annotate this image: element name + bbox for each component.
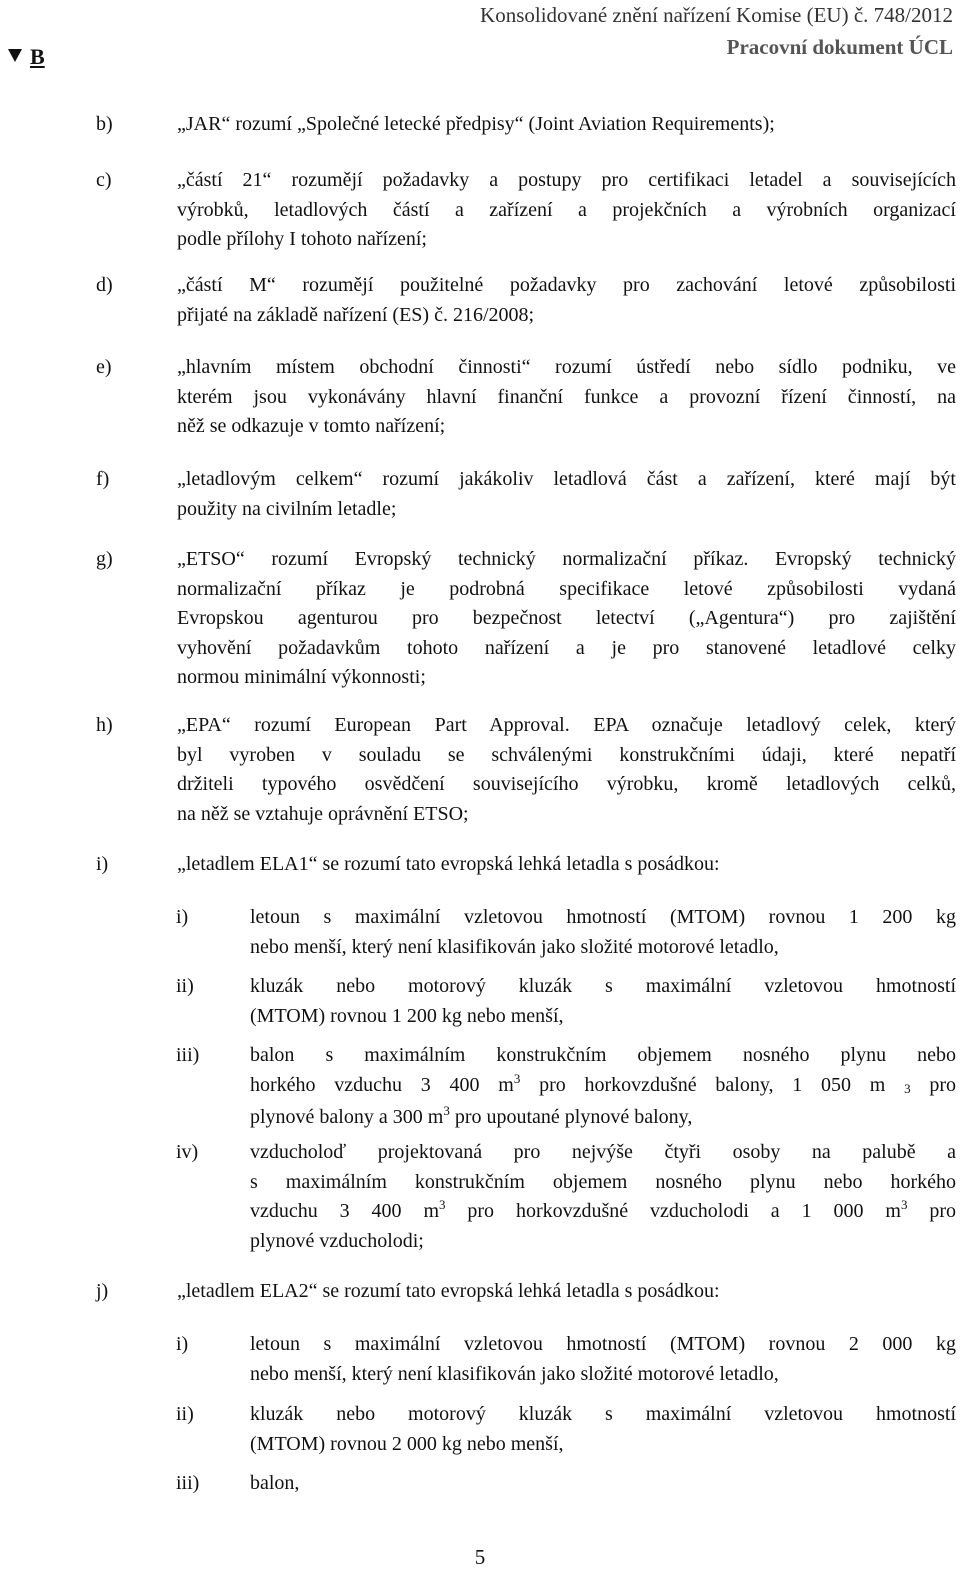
subitem-label: i)	[176, 906, 189, 928]
definition-text: „částí 21“ rozumějí požadavky a postupy pro certifikaci letadel a souvisejících	[177, 169, 956, 191]
definition-text: Evropskou agenturou pro bezpečnost letectví („Agentura“) pro zajištění	[177, 607, 956, 629]
subitem-text: letoun s maximální vzletovou hmotností (MTOM) rovnou 2 000 kg	[250, 1333, 956, 1355]
document-subtitle: Pracovní dokument ÚCL	[726, 35, 953, 59]
definition-text: normou minimální výkonnosti;	[177, 666, 426, 688]
subitem-label: iii)	[176, 1472, 200, 1494]
item-label: b)	[96, 113, 113, 135]
definition-text: použity na civilním letadle;	[177, 497, 397, 520]
definition-text: byl vyroben v souladu se schválenými konstrukčními údaji, které nepatří	[177, 743, 956, 766]
definition-text: na něž se vztahuje oprávnění ETSO;	[177, 802, 469, 825]
superscript: 3	[443, 1103, 450, 1118]
definition-text: normalizační příkaz je podrobná specifikace letové způsobilosti vydaná	[177, 577, 956, 600]
definition-text: kterém jsou vykonávány hlavní finanční funkce a provozní řízení činností, na	[177, 385, 956, 408]
subitem-text: vzduchu 3 400 $m^3$ pro horkovzdušné vzducholodi a 1 000 $m^3$ pro	[250, 1197, 956, 1222]
item-label: i)	[96, 853, 109, 875]
subitem-text: balon s maximálním konstrukčním objemem nosného plynu nebo	[250, 1044, 956, 1066]
subitem-text: plynové balony a 300 $m^3$ pro upoutané plynové balony,	[250, 1103, 693, 1128]
item-label: f)	[96, 468, 110, 490]
definition-text: vyhovění požadavkům tohoto nařízení a je pro stanovené letadlové celky	[177, 636, 956, 659]
superscript: 3	[439, 1197, 446, 1212]
item-label: j)	[96, 1280, 109, 1302]
subitem-label: ii)	[176, 975, 194, 997]
subitem-text: nebo menší, který není klasifikován jako složité motorové letadlo,	[250, 1362, 779, 1385]
definition-text: přijaté na základě nařízení (ES) č. 216/2008;	[177, 303, 535, 326]
definition-text: „částí M“ rozumějí použitelné požadavky pro zachování letové způsobilosti	[177, 274, 956, 296]
definition-text: něž se odkazuje v tomto nařízení;	[177, 415, 446, 437]
subitem-text: kluzák nebo motorový kluzák s maximální vzletovou hmotností	[250, 975, 956, 997]
item-label: e)	[96, 356, 112, 378]
definition-text: držiteli typového osvědčení souvisejícího výrobku, kromě letadlových celků,	[177, 773, 956, 795]
superscript: 3	[513, 1070, 521, 1086]
definition-text: „letadlem ELA1“ se rozumí tato evropská lehká letadla s posádkou:	[177, 853, 720, 875]
superscript: 3	[900, 1197, 908, 1212]
subscript: 3	[904, 1080, 911, 1096]
subitem-text: nebo menší, který není klasifikován jako složité motorové letadlo,	[250, 935, 779, 958]
definition-text: „letadlovým celkem“ rozumí jakákoliv letadlová část a zařízení, které mají být	[177, 468, 956, 490]
subitem-text: vzducholoď projektovaná pro nejvýše čtyři osoby na palubě a	[250, 1141, 956, 1163]
subitem-text: horkého vzduchu 3 400 $m^3$ pro horkovzdušné balony, 1 050 m 3 pro	[250, 1070, 956, 1096]
item-label: c)	[96, 169, 112, 191]
definition-text: podle přílohy I tohoto nařízení;	[177, 228, 427, 250]
definition-text: „ETSO“ rozumí Evropský technický normalizační příkaz. Evropský technický	[177, 548, 956, 570]
definition-text: „JAR“ rozumí „Společné letecké předpisy“ (Joint Aviation Requirements);	[177, 113, 775, 135]
triangle-down-icon	[8, 49, 22, 62]
definition-text: „hlavním místem obchodní činnosti“ rozumí ústředí nebo sídlo podniku, ve	[177, 356, 956, 378]
subitem-text: (MTOM) rovnou 2 000 kg nebo menší,	[250, 1432, 564, 1455]
subitem-text: (MTOM) rovnou 1 200 kg nebo menší,	[250, 1004, 564, 1027]
definition-text: „letadlem ELA2“ se rozumí tato evropská lehká letadla s posádkou:	[177, 1280, 720, 1302]
definition-text: „EPA“ rozumí European Part Approval. EPA označuje letadlový celek, který	[177, 714, 956, 736]
document-title: Konsolidované znění nařízení Komise (EU) č. 748/2012	[480, 3, 953, 27]
subitem-text: s maximálním konstrukčním objemem nosného plynu nebo horkého	[250, 1170, 956, 1193]
subitem-text: kluzák nebo motorový kluzák s maximální vzletovou hmotností	[250, 1403, 956, 1425]
subitem-label: iv)	[176, 1141, 199, 1163]
page-number: 5	[474, 1545, 486, 1569]
consolidation-marker: B	[8, 44, 45, 70]
definition-text: výrobků, letadlových částí a zařízení a projekčních a výrobních organizací	[177, 198, 956, 221]
subitem-label: iii)	[176, 1044, 200, 1066]
item-label: h)	[96, 714, 113, 736]
subitem-text: plynové vzducholodi;	[250, 1229, 424, 1252]
subitem-label: ii)	[176, 1403, 194, 1425]
subitem-text: letoun s maximální vzletovou hmotností (MTOM) rovnou 1 200 kg	[250, 906, 956, 928]
item-label: g)	[96, 548, 113, 570]
subitem-label: i)	[176, 1333, 189, 1355]
item-label: d)	[96, 274, 113, 296]
subitem-text: balon,	[250, 1472, 300, 1494]
